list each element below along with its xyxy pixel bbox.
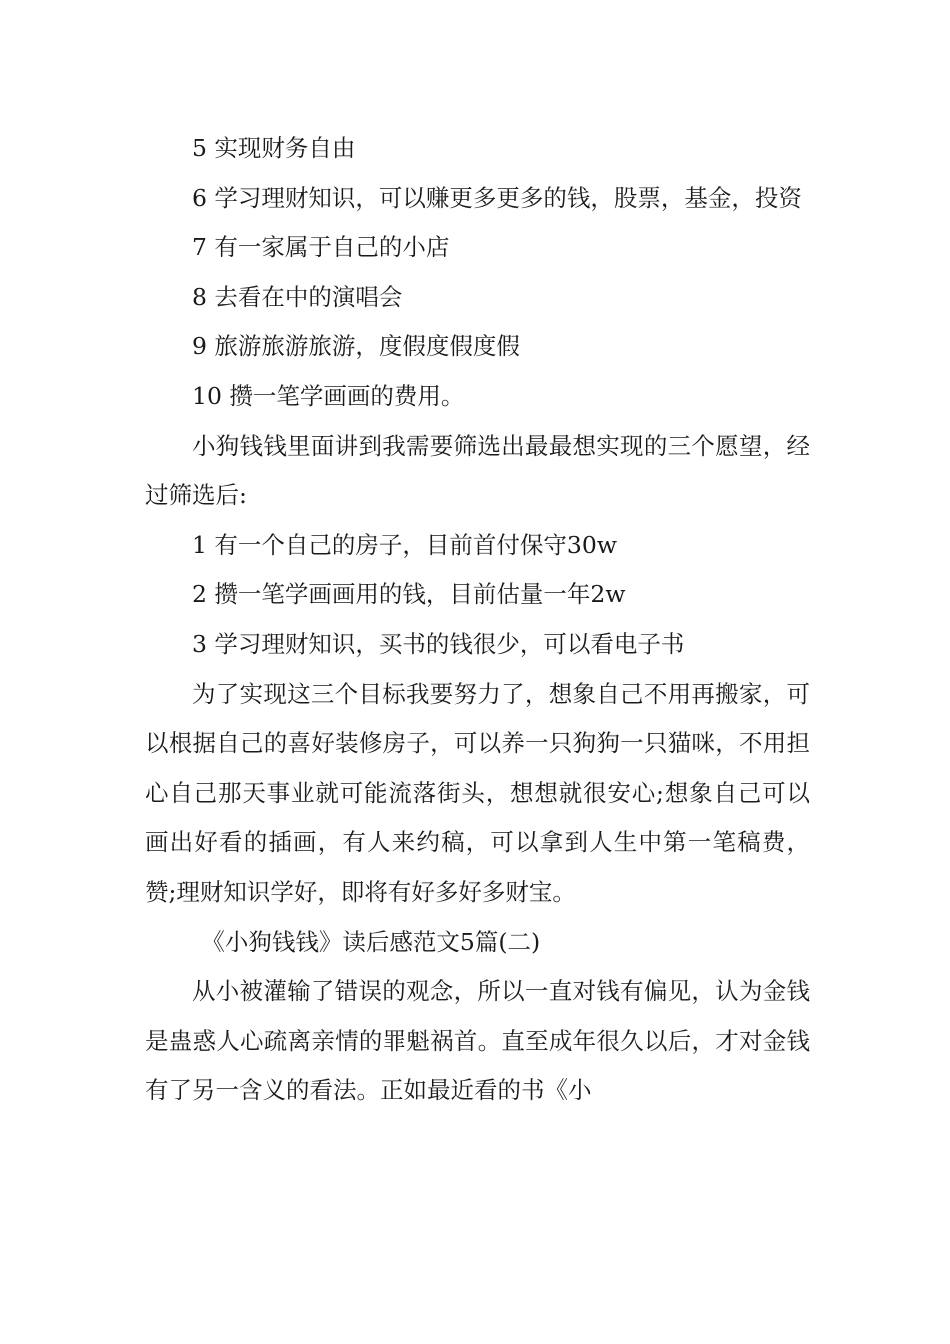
- wish-item-2: 2 攒一笔学画画用的钱，目前估量一年2w: [192, 580, 626, 609]
- section-title: 《小狗钱钱》读后感范文5篇(二): [201, 927, 541, 956]
- list-item-7: 7 有一家属于自己的小店: [192, 233, 450, 262]
- list-item-6: 6 学习理财知识，可以赚更多更多的钱，股票，基金，投资: [192, 183, 802, 212]
- list-item-5: 5 实现财务自由: [192, 134, 356, 162]
- paragraph-goals: 为了实现这三个目标我要努力了，想象自己不用再搬家，可以根据自己的喜好装修房子，可以养一只狗狗一只猫咪，不用担心自己那天事业就可能流落街头，想想就很安心;想象自己可以画出好看的插画，有人来约稿，可以拿到人生中第一笔稿费，赞;理财知识学好，即将有好多好多财宝。: [145, 679, 810, 906]
- wish-item-1: 1 有一个自己的房子，目前首付保守30w: [192, 530, 617, 559]
- list-item-10: 10 攒一笔学画画的费用。: [192, 381, 465, 410]
- wish-item-3: 3 学习理财知识，买书的钱很少，可以看电子书: [192, 629, 685, 658]
- list-item-9: 9 旅游旅游旅游，度假度假度假: [192, 332, 520, 361]
- paragraph-filter-intro: 小狗钱钱里面讲到我需要筛选出最最想实现的三个愿望，经过筛选后:: [145, 431, 810, 510]
- document-body: [145, 124, 810, 1116]
- list-item-8: 8 去看在中的演唱会: [192, 282, 403, 311]
- paragraph-essay-start: 从小被灌输了错误的观念，所以一直对钱有偏见，认为金钱是蛊惑人心疏离亲情的罪魁祸首。直至成年很久以后，才对金钱有了另一含义的看法。正如最近看的书《小: [145, 977, 810, 1105]
